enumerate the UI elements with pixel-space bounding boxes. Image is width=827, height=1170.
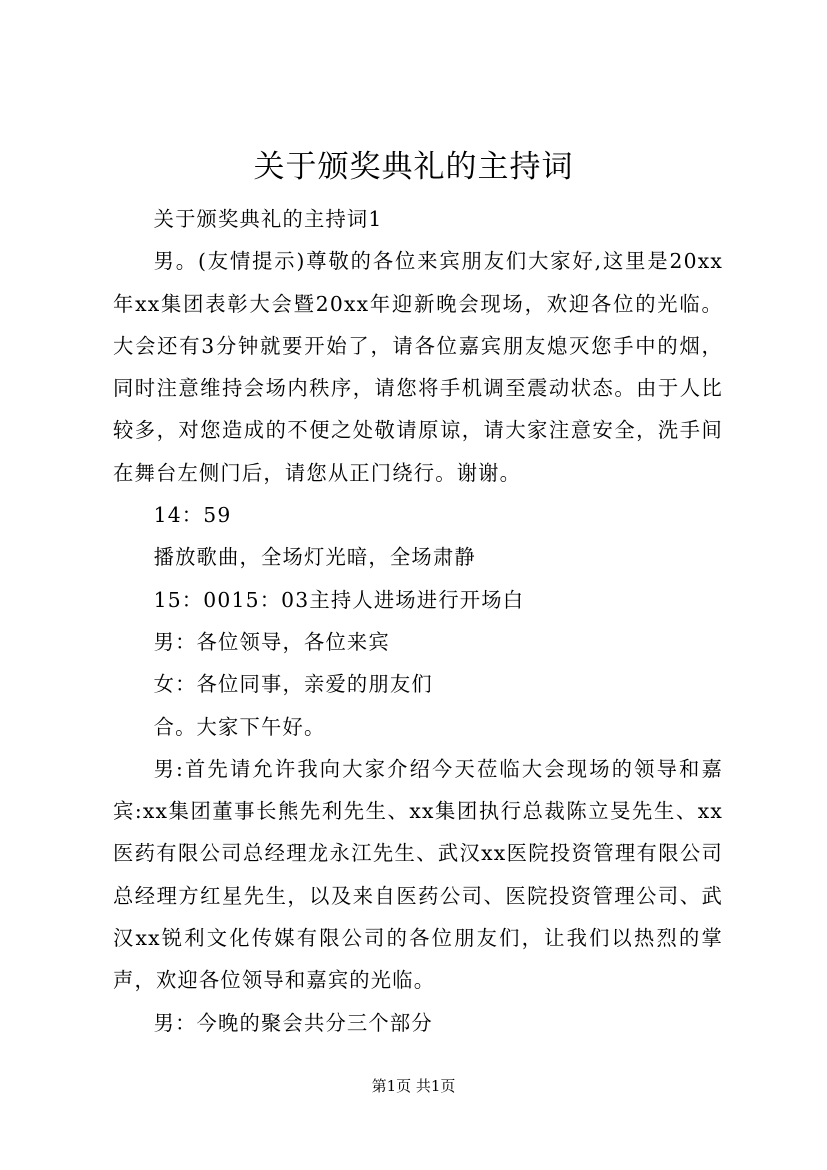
paragraph-time-1459: 14：59 — [153, 503, 232, 528]
page-number-footer: 第1页 共1页 — [371, 1077, 456, 1095]
paragraph-evening-parts: 男：今晚的聚会共分三个部分 — [153, 1010, 433, 1035]
paragraph-female-greeting: 女：各位同事，亲爱的朋友们 — [153, 672, 433, 697]
paragraph-music: 播放歌曲，全场灯光暗，全场肃静 — [153, 545, 476, 570]
paragraph-opening-notice: 男。(友情提示)尊敬的各位来宾朋友们大家好,这里是20xx年xx集团表彰大会暨20xx年迎新晚会现场，欢迎各位的光临。大会还有3分钟就要开始了，请各位嘉宾朋友熄灭您手中的烟，同时注意维持会场内秩序，请您将手机调至震动状态。由于人比较多，对您造成的不便之处敬请原谅，请大家注意安全，洗手间在舞台左侧门后，请您从正门绕行。谢谢。 — [113, 249, 723, 485]
document-body — [113, 198, 723, 1044]
page-title: 关于颁奖典礼的主持词 — [253, 149, 574, 185]
paragraph-subtitle: 关于颁奖典礼的主持词1 — [153, 207, 383, 231]
paragraph-host-entrance: 15：0015：03主持人进场进行开场白 — [153, 587, 525, 612]
paragraph-guest-introduction: 男:首先请允许我向大家介绍今天莅临大会现场的领导和嘉宾:xx集团董事长熊先利先生、xx集团执行总裁陈立旻先生、xx医药有限公司总经理龙永江先生、武汉xx医院投资管理有限公司总经理方红星先生，以及来自医药公司、医院投资管理公司、武汉xx锐利文化传媒有限公司的各位朋友们，让我们以热烈的掌声，欢迎各位领导和嘉宾的光临。 — [113, 756, 723, 993]
paragraph-together-greeting: 合。大家下午好。 — [153, 714, 326, 739]
paragraph-male-greeting: 男：各位领导，各位来宾 — [153, 629, 390, 654]
